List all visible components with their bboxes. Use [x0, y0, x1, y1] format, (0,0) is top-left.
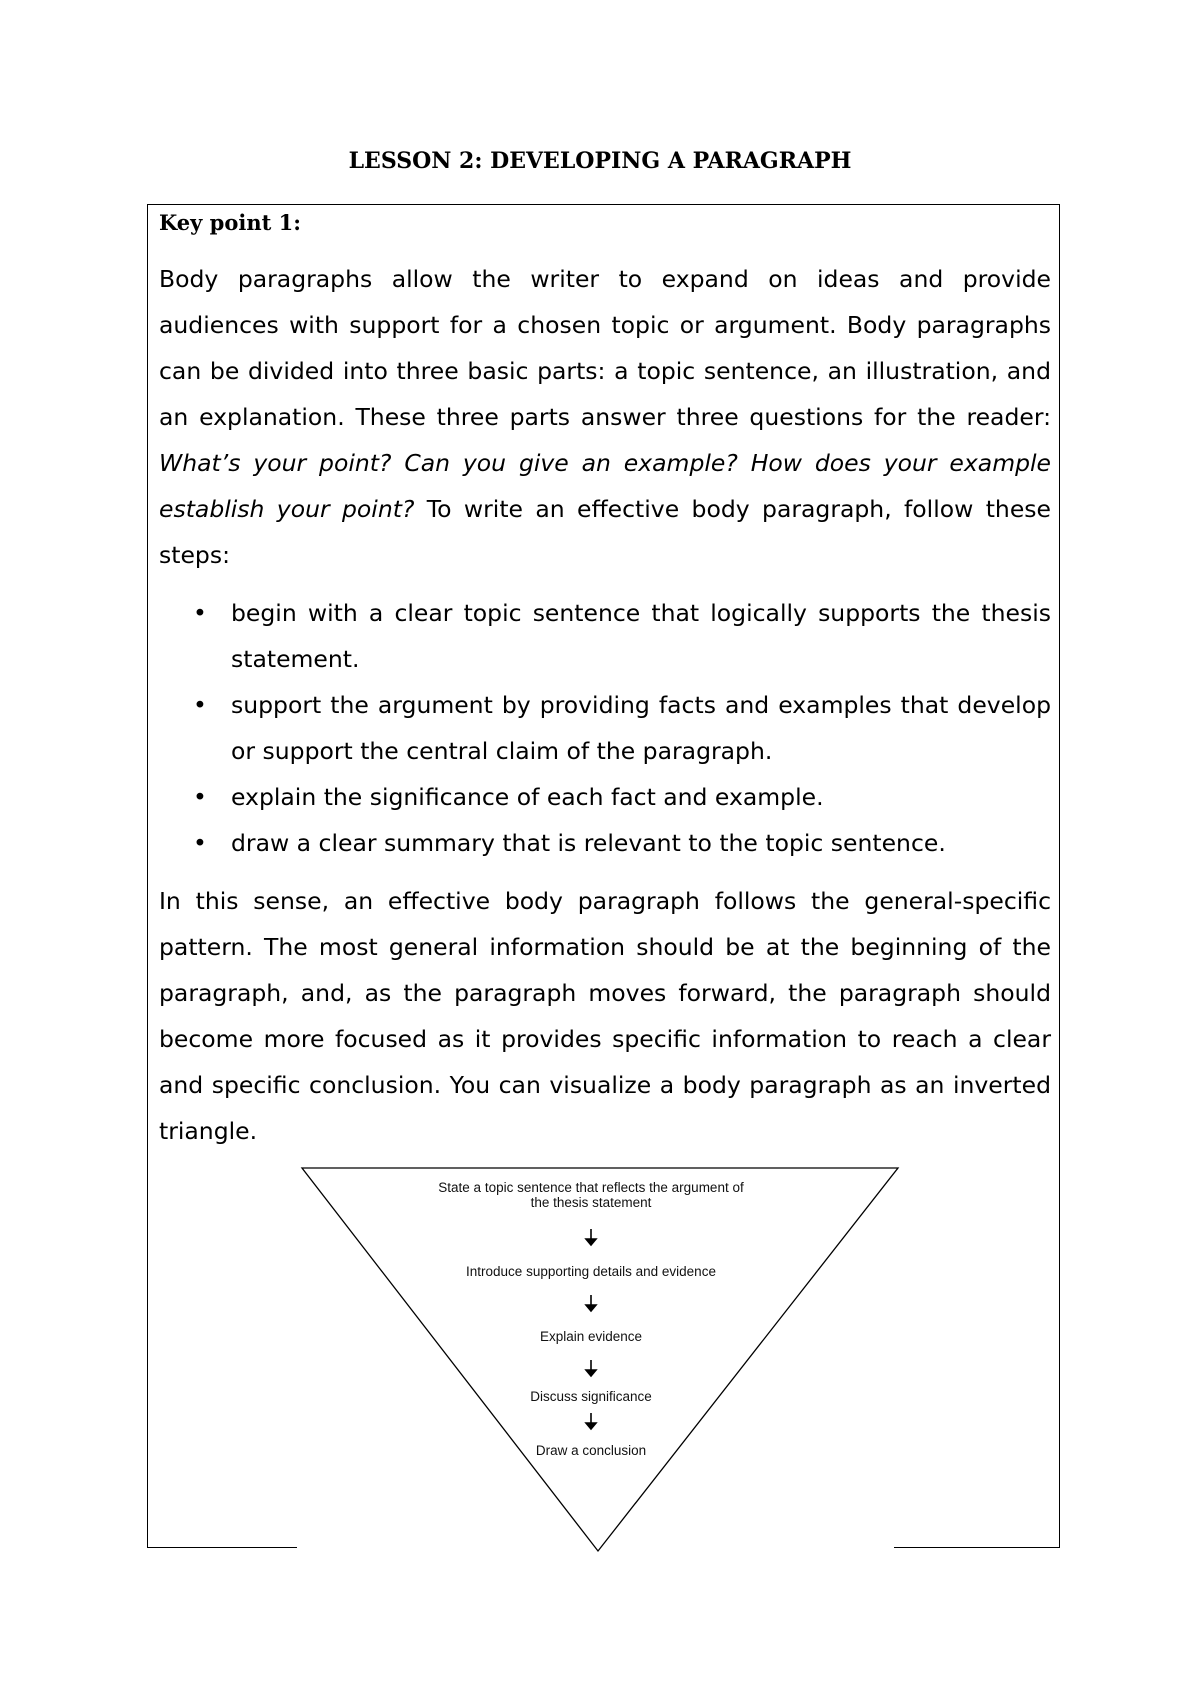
triangle-step-topic-sentence: State a topic sentence that reflects the argument of the thesis statement: [438, 1180, 744, 1210]
list-item: • begin with a clear topic sentence that logically supports the thesis statement.: [159, 590, 1051, 682]
triangle-step-supporting-details: Introduce supporting details and evidence: [466, 1264, 716, 1279]
triangle-step-conclusion: Draw a conclusion: [535, 1443, 647, 1458]
bullet-icon: •: [193, 599, 207, 627]
bullet-icon: •: [193, 829, 207, 857]
bullet-icon: •: [193, 783, 207, 811]
paragraph-outro-text: To write an effective body paragraph, follow these steps:: [159, 495, 1051, 569]
list-item: • draw a clear summary that is relevant to the topic sentence.: [159, 820, 1051, 866]
triangle-step-discuss-significance: Discuss significance: [530, 1389, 652, 1404]
inverted-triangle-svg: [296, 1163, 906, 1563]
bullet-icon: •: [193, 691, 207, 719]
body-paragraph-intro: [159, 256, 1051, 578]
triangle-step-explain-evidence: Explain evidence: [539, 1329, 643, 1344]
guiding-questions: What’s your point? Can you give an example? How does your example establish your point?: [159, 449, 1051, 523]
paragraph-intro-text: Body paragraphs allow the writer to expand on ideas and provide audiences with support for a chosen topic or argument. Body paragraphs can be divided into three basic parts: a topic sentence, an illustration, and an explanation. These three parts answer three questions for the reader:: [159, 265, 1051, 431]
inverted-triangle-diagram: [296, 1163, 906, 1568]
body-paragraph-conclusion: In this sense, an effective body paragraph follows the general-specific pattern. The most general information should be at the beginning of the paragraph, and, as the paragraph moves forward, the paragraph should become more focused as it provides specific information to reach a clear and specific conclusion. You can visualize a body paragraph as an inverted triangle.: [159, 887, 1051, 1145]
box-bottom-border-right: [894, 1547, 1060, 1548]
key-point-label: Key point 1:: [159, 210, 301, 235]
page-title: LESSON 2: DEVELOPING A PARAGRAPH: [348, 148, 852, 174]
inverted-triangle-shape: [302, 1168, 898, 1551]
list-item: • support the argument by providing facts and examples that develop or support the central claim of the paragraph.: [159, 682, 1051, 774]
box-bottom-border-left: [147, 1547, 297, 1548]
steps-list: [159, 590, 1051, 866]
list-item: • explain the significance of each fact and example.: [159, 774, 1051, 820]
